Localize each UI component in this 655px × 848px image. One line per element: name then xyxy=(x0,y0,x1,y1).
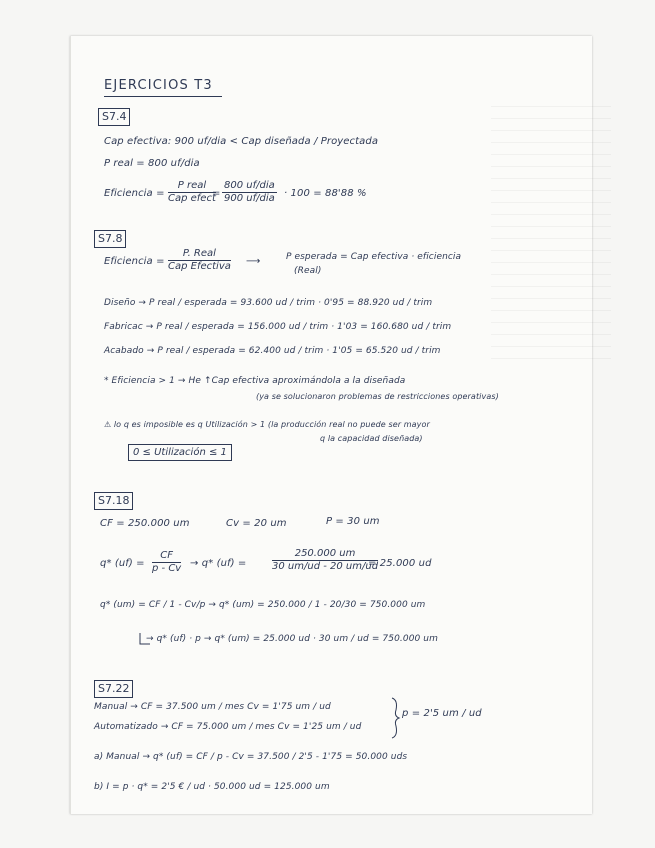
branch-arrow-stroke xyxy=(140,633,150,644)
frac-numerator: 250.000 um xyxy=(272,548,378,561)
ex-s7-4-eff-lhs: Eficiencia = xyxy=(104,188,165,199)
ex-s7-8-row-acabado: Acabado → P real / esperada = 62.400 ud / trim · 1'05 = 65.520 ud / trim xyxy=(104,346,441,356)
ex-s7-18-q-um-line2: → q* (uf) · p → q* (um) = 25.000 ud · 30 um / ud = 750.000 um xyxy=(146,634,438,644)
frac-denominator: 900 uf/dia xyxy=(224,193,275,204)
exercise-label-s7-22: S7.22 xyxy=(94,680,133,698)
equals-sign: = xyxy=(212,188,221,199)
ex-s7-18-cv: Cv = 20 um xyxy=(226,518,287,529)
ex-s7-18-q-uf-result: = 25.000 ud xyxy=(368,558,432,569)
frac-denominator: Cap Efectiva xyxy=(168,261,231,272)
exercise-label-s7-8: S7.8 xyxy=(94,230,126,248)
ex-s7-8-row-fabricac: Fabricac → P real / esperada = 156.000 ud / trim · 1'03 = 160.680 ud / trim xyxy=(104,322,452,332)
ex-s7-8-note3: ⚠ lo q es imposible es q Utilización > 1 (la producción real no puede ser mayor xyxy=(104,420,430,429)
arrow-glyph: ⟶ xyxy=(246,256,261,267)
frac-numerator: CF xyxy=(152,550,181,563)
ex-s7-4-result: · 100 = 88'88 % xyxy=(284,188,367,199)
exercise-label-s7-4: S7.4 xyxy=(98,108,130,126)
frac-numerator: P. Real xyxy=(168,248,231,261)
ex-s7-22-auto: Automatizado → CF = 75.000 um / mes Cv = 1'25 um / ud xyxy=(94,722,362,732)
ex-s7-18-q-um-line: q* (um) = CF / 1 - Cv/p → q* (um) = 250.000 / 1 - 20/30 = 750.000 um xyxy=(100,600,426,610)
ex-s7-4-line1: Cap efectiva: 900 uf/dia < Cap diseñada / Proyectada xyxy=(104,136,379,147)
ex-s7-8-note2: (ya se solucionaron problemas de restricciones operativas) xyxy=(256,392,499,401)
frac-denominator: p - Cv xyxy=(152,563,182,574)
ex-s7-18-cf: CF = 250.000 um xyxy=(100,518,190,529)
frac-denominator: Cap efect xyxy=(168,193,216,204)
ex-s7-18-q-uf-mid: → q* (uf) = xyxy=(190,558,247,569)
ex-s7-22-part-a: a) Manual → q* (uf) = CF / p - Cv = 37.500 / 2'5 - 1'75 = 50.000 uds xyxy=(94,752,408,762)
frac-numerator: P real xyxy=(168,180,216,193)
ex-s7-8-boxed-condition: 0 ≤ Utilización ≤ 1 xyxy=(128,444,232,461)
ex-s7-8-note4: q la capacidad diseñada) xyxy=(320,434,423,443)
ex-s7-18-p: P = 30 um xyxy=(326,516,380,527)
ex-s7-8-eff-lhs: Eficiencia = xyxy=(104,256,165,267)
ex-s7-8-arrow-text: P esperada = Cap efectiva · eficiencia xyxy=(286,252,462,262)
exercise-label-s7-18: S7.18 xyxy=(94,492,133,510)
ex-s7-4-line2: P real = 800 uf/dia xyxy=(104,158,200,169)
ex-s7-8-row-diseno: Diseño → P real / esperada = 93.600 ud / trim · 0'95 = 88.920 ud / trim xyxy=(104,298,433,308)
page-title: EJERCICIOS T3 xyxy=(104,78,213,93)
frac-denominator: 30 um/ud - 20 um/ud xyxy=(272,561,379,572)
curly-brace xyxy=(392,698,399,738)
ex-s7-22-manual: Manual → CF = 37.500 um / mes Cv = 1'75 um / ud xyxy=(94,702,331,712)
ex-s7-8-note1: * Eficiencia > 1 → He ↑Cap efectiva aproximándola a la diseñada xyxy=(104,376,406,386)
frac-numerator: 800 uf/dia xyxy=(224,180,275,191)
ex-s7-22-part-b: b) I = p · q* = 2'5 € / ud · 50.000 ud = 125.000 um xyxy=(94,782,330,792)
ex-s7-8-arrow-sub: (Real) xyxy=(294,266,322,276)
ex-s7-18-q-uf-lhs: q* (uf) = xyxy=(100,558,145,569)
ex-s7-22-price: p = 2'5 um / ud xyxy=(402,708,482,719)
